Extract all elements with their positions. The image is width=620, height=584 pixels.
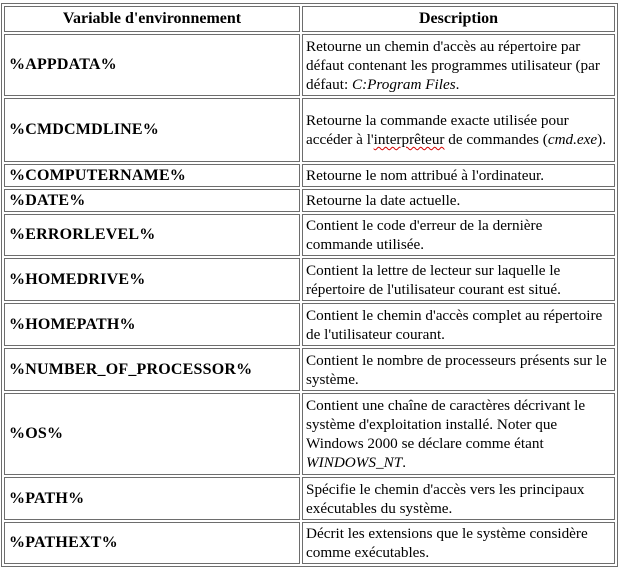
table-row (4, 477, 615, 520)
table-row (4, 98, 615, 162)
header-description: Description (302, 6, 615, 32)
variable-name: %HOMEPATH% (4, 303, 300, 346)
variable-name: %HOMEDRIVE% (4, 258, 300, 301)
variable-description: Contient le chemin d'accès complet au répertoire de l'utilisateur courant. (302, 303, 615, 346)
header-row (4, 6, 615, 32)
table-row (4, 189, 615, 212)
table-row (4, 393, 615, 475)
description-italic: WINDOWS_NT (306, 454, 403, 471)
description-text: Retourne la commande exacte utilisée pour accéder à l' (306, 112, 569, 148)
variable-description: Décrit les extensions que le système considère comme exécutables. (302, 522, 615, 564)
variable-description: Spécifie le chemin d'accès vers les principaux exécutables du système. (302, 477, 615, 520)
variable-description (302, 34, 615, 96)
variable-name: %ERRORLEVEL% (4, 214, 300, 256)
variable-description: Contient le code d'erreur de la dernière commande utilisée. (302, 214, 615, 256)
description-italic: cmd.exe (547, 131, 598, 148)
variable-name: %PATHEXT% (4, 522, 300, 564)
variable-name: %COMPUTERNAME% (4, 164, 300, 187)
table-row (4, 348, 615, 391)
table-row (4, 34, 615, 96)
description-italic: C:Program Files (351, 75, 456, 93)
table-row (4, 258, 615, 301)
variable-name: %PATH% (4, 477, 300, 520)
variable-name: %DATE% (4, 189, 300, 212)
variable-description: Contient la lettre de lecteur sur laquelle le répertoire de l'utilisateur courant est situé. (302, 258, 615, 301)
description-text: Contient une chaîne de caractères décrivant le système d'exploitation installé. Noter que Windows 2000 se déclare comme étant (306, 397, 586, 452)
description-text-mid: de commandes ( (444, 131, 548, 148)
description-flagged-word: interprêteur (373, 131, 445, 148)
variable-description (302, 98, 615, 162)
variable-name: %NUMBER_OF_PROCESSOR% (4, 348, 300, 391)
description-text-end: ). (597, 131, 607, 148)
variable-name: %CMDCMDLINE% (4, 98, 300, 162)
header-variable: Variable d'environnement (4, 6, 300, 32)
description-text: Retourne un chemin d'accès au répertoire par défaut contenant les programmes utilisateur (par défaut: (306, 37, 600, 93)
table-row (4, 164, 615, 187)
variable-description: Retourne la date actuelle. (302, 189, 615, 212)
variable-description: Retourne le nom attribué à l'ordinateur. (302, 164, 615, 187)
table-row (4, 214, 615, 256)
description-text-end: . (455, 75, 460, 93)
variable-description (302, 393, 615, 475)
table-row (4, 522, 615, 564)
description-text-end: . (402, 454, 406, 471)
variable-name: %OS% (4, 393, 300, 475)
environment-variables-table (1, 3, 618, 567)
table-row (4, 303, 615, 346)
variable-description: Contient le nombre de processeurs présents sur le système. (302, 348, 615, 391)
variable-name: %APPDATA% (4, 34, 300, 96)
